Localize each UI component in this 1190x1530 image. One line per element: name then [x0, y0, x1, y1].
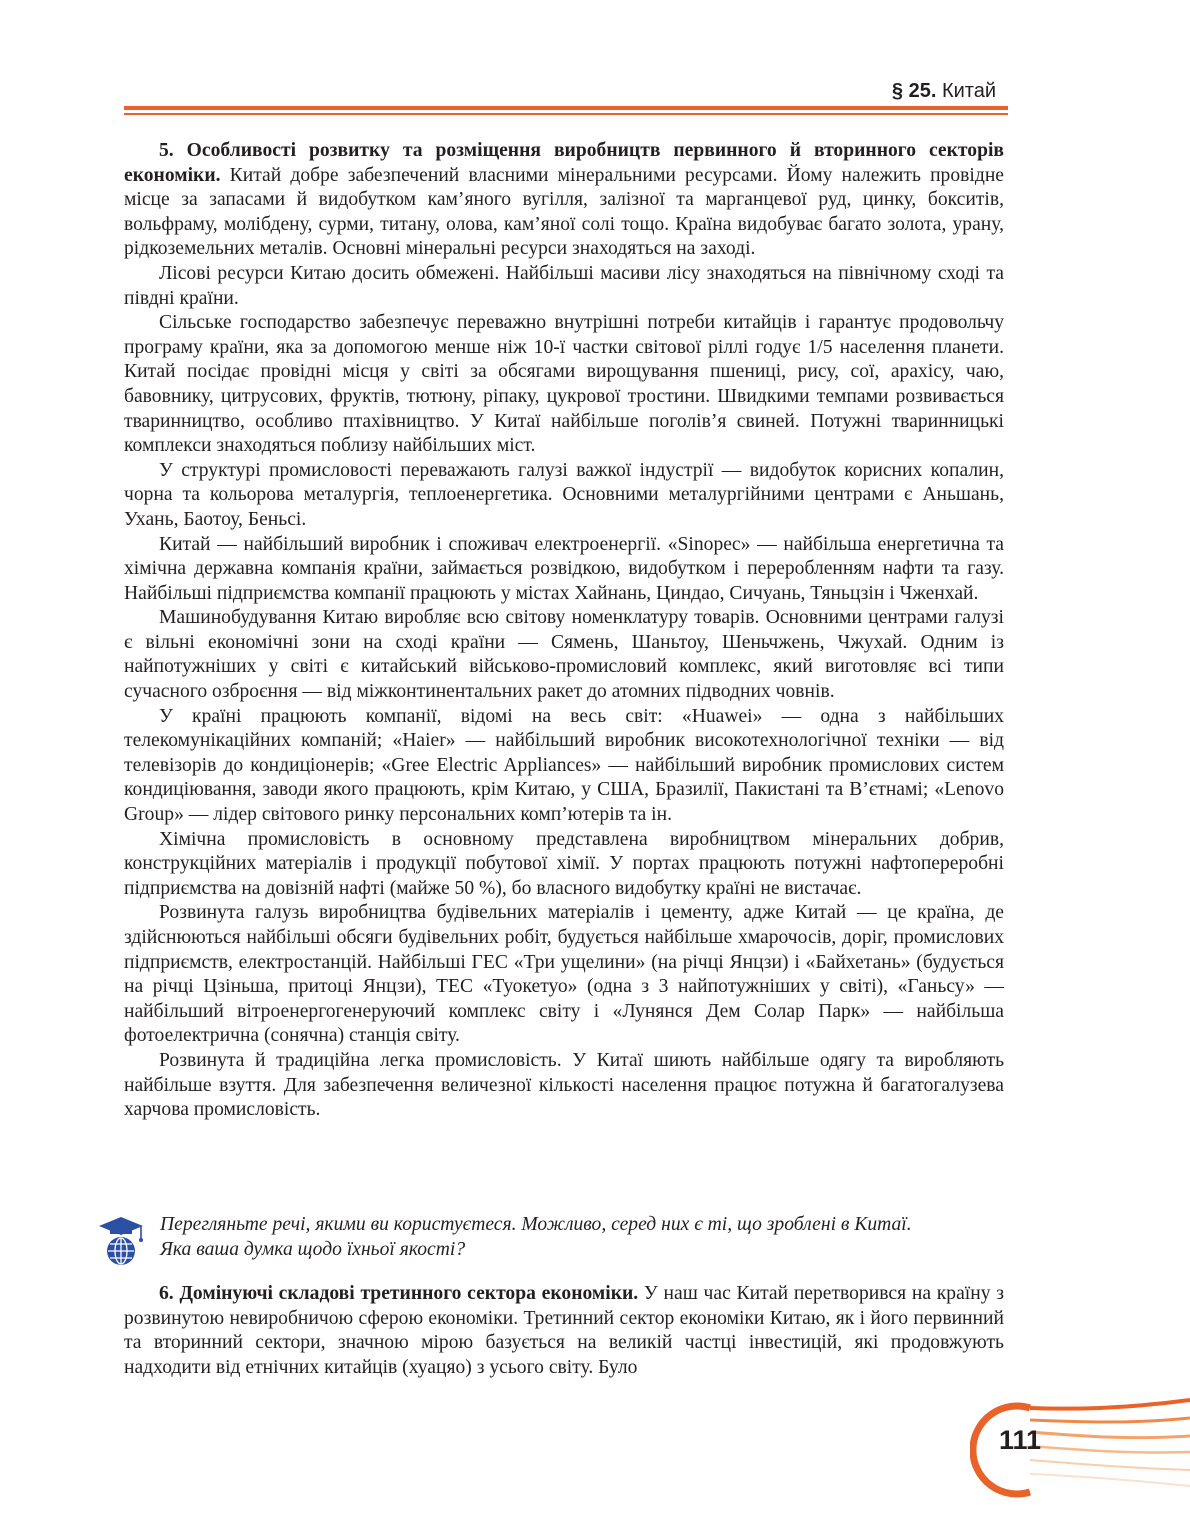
section-5-intro-text: Китай добре забезпечений власними мінеральними ресурсами. Йому належить провідне місце за запасами й видобутком кам’яного вугілля, залізної та марганцевої руд, цинку, бокситів, вольфраму, молібдену, сурми, титану, олова, кам’яної солі тощо. Країна видобуває багато золота, урану, рідкоземельних металів. Основні мінеральні ресурси знаходяться на заході. [124, 164, 1004, 260]
section-6-text: У наш час Китай перетворився на країну з розвинутою невиробничою сферою економіки. Третинний сектор економіки Китаю, як і його первинний та вторинний сектори, значною мірою базується на великій частці інвестицій, які продовжують надходити від етнічних китайців (хуацяо) з усього світу. Було [124, 1283, 1004, 1378]
graduation-globe-icon [96, 1215, 146, 1267]
header-rule-thick [124, 106, 1008, 110]
section-title: Китай [941, 80, 996, 102]
section-5-title: 5. Особливості розвитку та розміщення виробництв первинного й вторинного секторів економіки. [124, 140, 1004, 186]
reflection-note [160, 1213, 1006, 1262]
paragraph-agriculture: Сільське господарство забезпечує переважно внутрішні потреби китайців і гарантує продовольчу програму країни, яка за допомогою менше ніж 10-ї частки світової ріллі годує 1/5 населення планети. Китай посідає провідні місця у світі за обсягами вирощування пшениці, рису, сої, арахісу, чаю, бавовнику, цитрусових, фруктів, тютюну, ріпаку, цукрової тростини. Швидкими темпами розвивається тваринництво, особливо птахівництво. У Китаї найбільше поголів’я свиней. Потужні тваринницькі комплекси знаходяться поблизу найбільших міст. [124, 312, 1004, 457]
note-line-2: Яка ваша думка щодо їхньої якості? [160, 1238, 466, 1260]
paragraph-energy: Китай — найбільший виробник і споживач електроенергії. «Sinopec» — найбільша енергетична та хімічна державна компанія країни, займається розвідкою, видобутком і переробленням нафти та газу. Найбільші підприємства компанії працюють у містах Хайнань, Циндао, Сичуань, Тяньцзін і Чженхай. [124, 533, 1004, 604]
paragraph-forests: Лісові ресурси Китаю досить обмежені. Найбільші масиви лісу знаходяться на північному сході та півдні країни. [124, 262, 1004, 309]
paragraph-chemical: Хімічна промисловість в основному представлена виробництвом мінеральних добрив, конструкційних матеріалів і продукції побутової хімії. У портах працюють потужні нафтопереробні підприємства на довізній нафті (майже 50 %), бо власного видобутку країні не вистачає. [124, 828, 1004, 899]
section-6-title: 6. Домінуючі складові третинного сектора економіки. [159, 1283, 639, 1304]
paragraph-construction: Розвинута галузь виробництва будівельних матеріалів і цементу, адже Китай — це країна, де здійснюються найбільші обсяги будівельних робіт, будується найбільше хмарочосів, доріг, промислових підприємств, електростанцій. Найбільші ГЕС «Три ущелини» (на річці Янцзи) і «Байхетань» (будується на річці Цзіньша, притоці Янцзи), ТЕС «Туокетуо» (одна з 3 найпотужніших у світі), «Ганьсу» — найбільший вітроенергогенеруючий комплекс світу і «Лунянся Дем Солар Парк» — найбільша фотоелектрична (сонячна) станція світу. [124, 902, 1004, 1047]
page-number: 111 [998, 1425, 1042, 1455]
paragraph-machinery: Машинобудування Китаю виробляє всю світову номенклатуру товарів. Основними центрами галузі є вільні економічні зони на сході країни — Сямень, Шаньтоу, Шеньчжень, Чжухай. Одним із найпотужніших у світі є китайський військово-промисловий комплекс, який виготовляє всі типи сучасного озброєння — від міжконтинентальних ракет до атомних підводних човнів. [124, 607, 1004, 703]
paragraph-light-industry: Розвинута й традиційна легка промисловість. У Китаї шиють найбільше одягу та виробляють найбільше взуття. Для забезпечення величезної кількості населення працює потужна й багатогалузева харчова промисловість. [124, 1049, 1004, 1121]
section-6 [124, 1282, 1004, 1380]
note-line-1: Перегляньте речі, якими ви користуєтеся. Можливо, серед них є ті, що зроблені в Китаї. [160, 1214, 912, 1235]
section-5-intro-paragraph [124, 139, 1004, 262]
section-6-paragraph [124, 1282, 1004, 1380]
paragraph-heavy-industry: У структурі промисловості переважають галузі важкої індустрії — видобуток корисних копалин, чорна та кольорова металургія, теплоенергетика. Основними металургійними центрами є Аньшань, Ухань, Баотоу, Беньсі. [124, 459, 1004, 530]
paragraph-companies: У країні працюють компанії, відомі на весь світ: «Huawei» — одна з найбільших телекомунікаційних компаній; «Haier» — найбільший виробник високотехнологічної техніки — від телевізорів до кондиціонерів; «Gree Electric Appliances» — найбільший виробник промислових систем кондиціювання, заводи якого працюють, крім Китаю, у США, Бразилії, Пакистані та В’єтнамі; «Lenovo Group» — лідер світового ринку персональних комп’ютерів та ін. [124, 705, 1004, 826]
header-rule-thin [124, 113, 1008, 115]
running-header [892, 80, 996, 103]
section-number: § 25. [891, 80, 937, 102]
section-5 [124, 139, 1004, 1123]
